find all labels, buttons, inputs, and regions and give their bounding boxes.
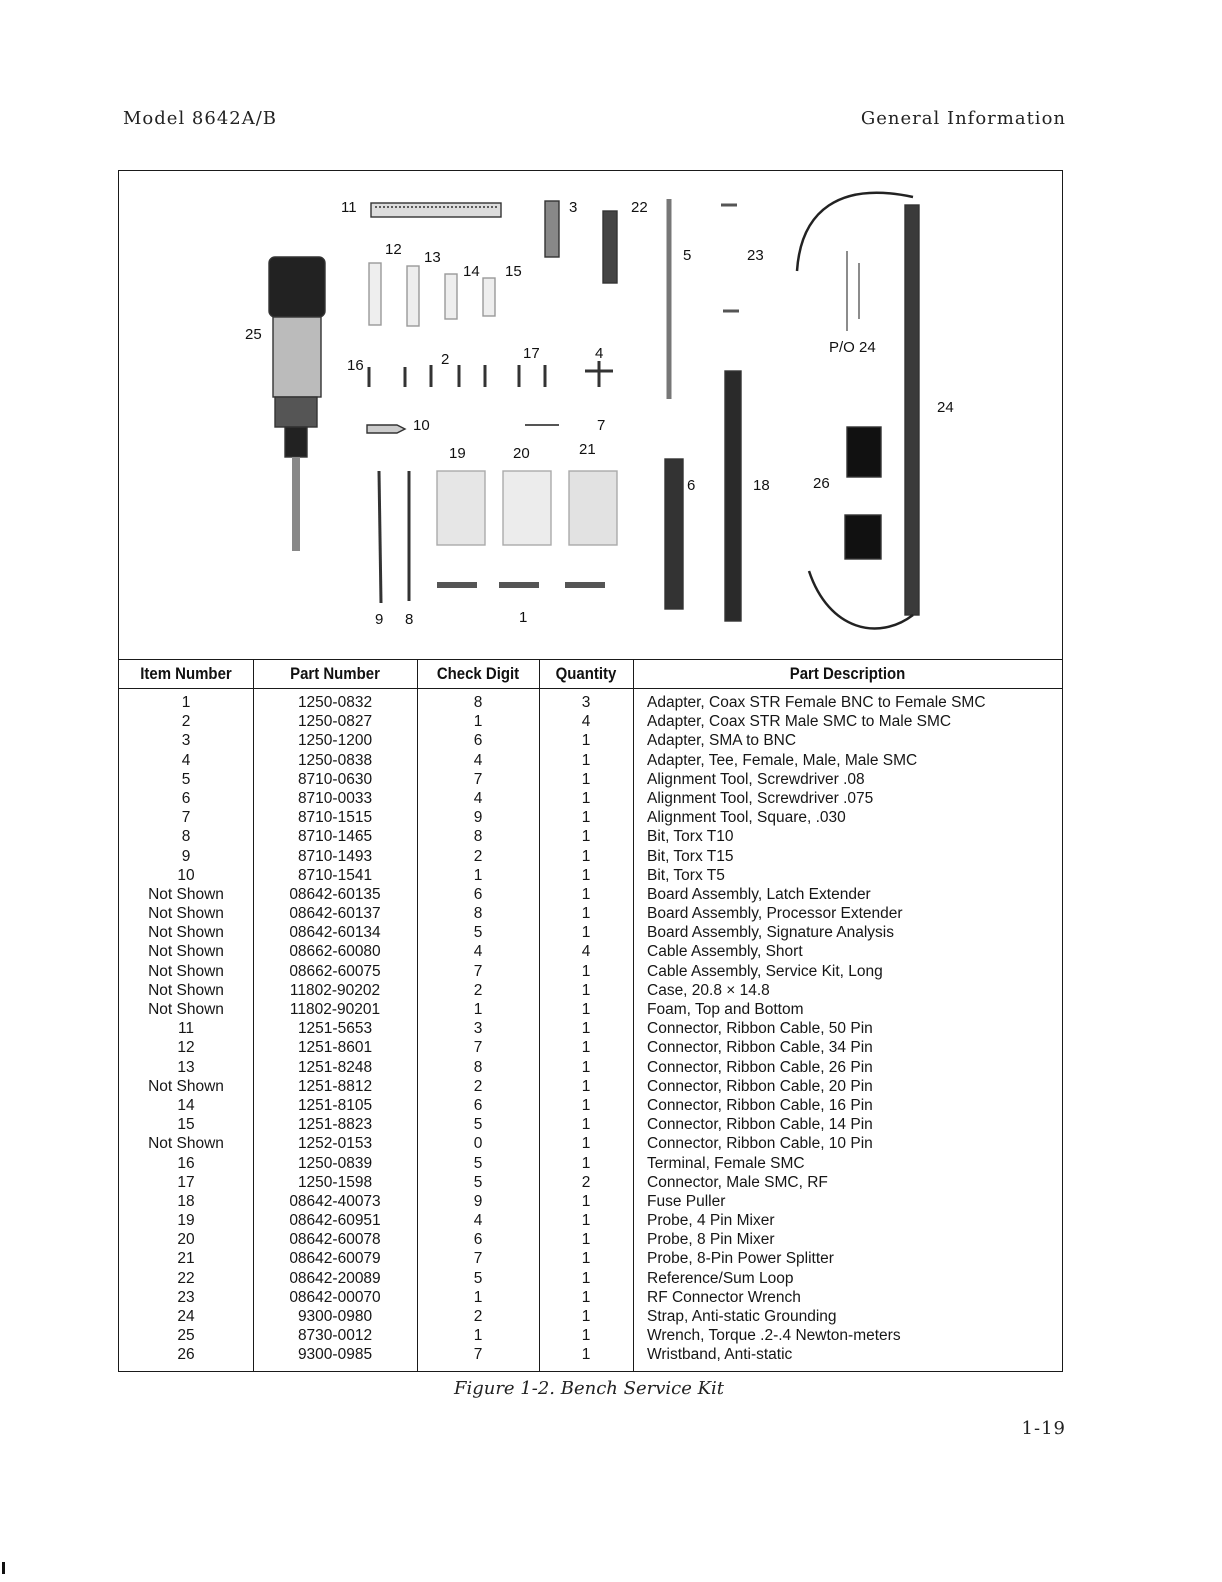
item-number-cell: Not Shown <box>148 943 224 961</box>
quantity-cell: 1 <box>581 1135 591 1153</box>
description-cell: Board Assembly, Signature Analysis <box>647 924 894 942</box>
check-digit-cell: 6 <box>473 732 483 750</box>
check-digit-cell: 8 <box>473 828 483 846</box>
description-cell: Adapter, Coax STR Male SMC to Male SMC <box>647 713 952 731</box>
description-cell: Probe, 4 Pin Mixer <box>647 1212 775 1230</box>
item-number-cell: 12 <box>177 1039 195 1057</box>
item-number-cell: 23 <box>177 1288 195 1306</box>
table-row <box>119 751 1062 770</box>
description-cell: Reference/Sum Loop <box>647 1269 794 1287</box>
callout-10: 10 <box>413 417 430 434</box>
check-digit-cell: 5 <box>473 924 483 942</box>
item-number-cell: Not Shown <box>148 981 224 999</box>
part-number-cell: 8710-0033 <box>297 789 373 807</box>
description-cell: Connector, Ribbon Cable, 16 Pin <box>647 1096 873 1114</box>
table-row <box>119 693 1062 712</box>
table-row <box>119 1134 1062 1153</box>
callout-26: 26 <box>813 475 830 492</box>
table-row <box>119 1038 1062 1057</box>
quantity-cell: 1 <box>581 1154 591 1172</box>
description-cell: Connector, Ribbon Cable, 14 Pin <box>647 1116 873 1134</box>
part-number-cell: 08642-60079 <box>289 1250 381 1268</box>
description-cell: Bit, Torx T5 <box>647 866 725 884</box>
parts-table-body <box>119 693 1062 1365</box>
item-number-cell: 6 <box>181 789 191 807</box>
check-digit-cell: 6 <box>473 1231 483 1249</box>
grounding-strap-cord <box>797 193 913 629</box>
probe-power-splitter <box>569 471 617 545</box>
quantity-cell: 1 <box>581 828 591 846</box>
torx-t5-bit <box>367 425 405 433</box>
quantity-cell: 1 <box>581 1346 591 1364</box>
header-model: Model 8642A/B <box>123 108 278 129</box>
part-number-cell: 1250-0832 <box>297 694 373 711</box>
item-number-cell: 1 <box>181 694 191 711</box>
part-number-cell: 08662-60075 <box>289 962 381 980</box>
description-cell: Probe, 8 Pin Mixer <box>647 1231 775 1249</box>
item-number-cell: 26 <box>177 1346 195 1364</box>
description-cell: Board Assembly, Latch Extender <box>647 885 871 903</box>
item-number-cell: 7 <box>181 809 191 827</box>
description-cell: Bit, Torx T15 <box>647 847 734 865</box>
callout-23: 23 <box>747 247 764 264</box>
callout-3: 3 <box>569 199 578 216</box>
callout-24: 24 <box>937 399 954 416</box>
table-row <box>119 866 1062 885</box>
callout-1: 1 <box>519 609 528 626</box>
check-digit-cell: 7 <box>473 1250 483 1268</box>
fuse-puller <box>725 371 741 621</box>
callout-21: 21 <box>579 441 596 458</box>
part-number-cell: 1250-1200 <box>297 732 373 750</box>
table-row <box>119 942 1062 961</box>
quantity-cell: 1 <box>581 1288 591 1306</box>
table-header <box>119 659 1062 689</box>
quantity-cell: 4 <box>581 713 591 731</box>
part-number-cell: 1250-0827 <box>297 713 373 731</box>
description-cell: Strap, Anti-static Grounding <box>647 1308 837 1325</box>
quantity-cell: 3 <box>581 694 591 711</box>
table-row <box>119 1211 1062 1230</box>
part-number-cell: 8710-1493 <box>297 847 373 865</box>
part-number-cell: 1251-8823 <box>297 1116 373 1134</box>
part-number-cell: 8710-1465 <box>297 828 373 846</box>
table-row <box>119 789 1062 808</box>
quantity-cell: 1 <box>581 1039 591 1057</box>
callout-6: 6 <box>687 477 696 494</box>
part-number-cell: 1250-0839 <box>297 1154 373 1172</box>
callout-8: 8 <box>405 611 414 628</box>
description-cell: RF Connector Wrench <box>647 1288 801 1306</box>
reference-sum-loop <box>603 211 617 283</box>
table-row <box>119 731 1062 750</box>
item-number-cell: 17 <box>177 1173 195 1191</box>
header-part-number: Part Number <box>290 664 380 683</box>
part-number-cell: 1251-5653 <box>297 1020 373 1038</box>
figure-caption: Figure 1-2. Bench Service Kit <box>453 1378 725 1399</box>
description-cell: Foam, Top and Bottom <box>647 1001 804 1018</box>
quantity-cell: 1 <box>581 905 591 923</box>
check-digit-cell: 8 <box>473 1058 483 1076</box>
item-number-cell: 11 <box>177 1020 195 1038</box>
quantity-cell: 1 <box>581 1001 591 1018</box>
table-row <box>119 1000 1062 1019</box>
description-cell: Alignment Tool, Screwdriver .08 <box>647 770 865 788</box>
ribbon-connector-14 <box>483 278 495 316</box>
quantity-cell: 1 <box>581 866 591 884</box>
description-cell: Connector, Ribbon Cable, 50 Pin <box>647 1020 873 1038</box>
quantity-cell: 1 <box>581 770 591 788</box>
check-digit-cell: 8 <box>473 694 483 711</box>
part-number-cell: 11802-90201 <box>289 1001 381 1018</box>
quantity-cell: 1 <box>581 751 591 769</box>
table-row <box>119 1269 1062 1288</box>
description-cell: Fuse Puller <box>647 1192 726 1210</box>
check-digit-cell: 7 <box>473 770 483 788</box>
part-number-cell: 9300-0980 <box>297 1308 373 1325</box>
item-number-cell: 24 <box>177 1308 195 1325</box>
table-row <box>119 827 1062 846</box>
header-part-description: Part Description <box>789 664 906 683</box>
torx-t15-bit <box>379 471 381 603</box>
callout-7: 7 <box>597 417 606 434</box>
table-row <box>119 981 1062 1000</box>
item-number-cell: Not Shown <box>148 962 224 980</box>
check-digit-cell: 7 <box>473 962 483 980</box>
check-digit-cell: 2 <box>473 1077 483 1095</box>
description-cell: Wrench, Torque .2-.4 Newton-meters <box>647 1327 901 1345</box>
item-number-cell: 22 <box>177 1269 195 1287</box>
grounding-strap-coil <box>905 205 919 615</box>
item-number-cell: Not Shown <box>148 1077 224 1095</box>
description-cell: Cable Assembly, Short <box>647 943 803 961</box>
description-cell: Alignment Tool, Square, .030 <box>647 809 846 827</box>
description-cell: Adapter, Coax STR Female BNC to Female SMC <box>647 694 986 711</box>
quantity-cell: 1 <box>581 924 591 942</box>
callout-17: 17 <box>523 345 540 362</box>
header-item-number: Item Number <box>140 664 232 683</box>
check-digit-cell: 5 <box>473 1116 483 1134</box>
callout-5: 5 <box>683 247 692 264</box>
description-cell: Adapter, Tee, Female, Male, Male SMC <box>647 751 918 769</box>
table-row <box>119 1077 1062 1096</box>
item-number-cell: Not Shown <box>148 924 224 942</box>
description-cell: Probe, 8-Pin Power Splitter <box>647 1250 834 1268</box>
description-cell: Connector, Ribbon Cable, 34 Pin <box>647 1039 873 1057</box>
kit-photo <box>119 171 1062 659</box>
description-cell: Board Assembly, Processor Extender <box>647 905 903 923</box>
quantity-cell: 1 <box>581 1212 591 1230</box>
check-digit-cell: 5 <box>473 1269 483 1287</box>
item-number-cell: 13 <box>177 1058 195 1076</box>
figure-frame <box>118 170 1063 1372</box>
check-digit-cell: 9 <box>473 809 483 827</box>
table-row <box>119 1249 1062 1268</box>
quantity-cell: 1 <box>581 732 591 750</box>
table-row <box>119 1326 1062 1345</box>
item-number-cell: 5 <box>181 770 191 788</box>
check-digit-cell: 4 <box>473 1212 483 1230</box>
callout-11: 11 <box>341 199 357 216</box>
part-number-cell: 8710-1515 <box>297 809 373 827</box>
part-number-cell: 1252-0153 <box>297 1135 373 1153</box>
item-number-cell: 14 <box>177 1096 195 1114</box>
table-row <box>119 1192 1062 1211</box>
part-number-cell: 8730-0012 <box>297 1327 373 1345</box>
part-number-cell: 1251-8601 <box>297 1039 373 1057</box>
check-digit-cell: 1 <box>473 866 483 884</box>
part-number-cell: 1251-8248 <box>297 1058 373 1076</box>
table-row <box>119 904 1062 923</box>
callout-19: 19 <box>449 445 466 462</box>
strap-clip <box>847 251 859 331</box>
description-cell: Cable Assembly, Service Kit, Long <box>647 962 883 980</box>
description-cell: Wristband, Anti-static <box>647 1346 793 1364</box>
quantity-cell: 1 <box>581 1192 591 1210</box>
part-number-cell: 8710-0630 <box>297 770 373 788</box>
scan-mark <box>2 1562 5 1574</box>
kit-illustration <box>119 171 1061 659</box>
item-number-cell: Not Shown <box>148 1001 224 1018</box>
check-digit-cell: 8 <box>473 905 483 923</box>
header-quantity: Quantity <box>555 664 617 683</box>
tee-adapter <box>585 361 613 387</box>
quantity-cell: 1 <box>581 809 591 827</box>
header-check-digit: Check Digit <box>436 664 520 683</box>
check-digit-cell: 7 <box>473 1346 483 1364</box>
table-row <box>119 808 1062 827</box>
part-number-cell: 08642-60134 <box>289 924 381 942</box>
table-row <box>119 712 1062 731</box>
table-row <box>119 1345 1062 1364</box>
part-number-cell: 8710-1541 <box>297 866 373 884</box>
callout-2: 2 <box>441 351 450 368</box>
callout-18: 18 <box>753 477 770 494</box>
ribbon-connector-16 <box>445 274 457 319</box>
check-digit-cell: 6 <box>473 885 483 903</box>
sma-bnc-adapter <box>545 201 559 257</box>
check-digit-cell: 1 <box>473 1288 483 1306</box>
description-cell: Bit, Torx T10 <box>647 828 734 846</box>
description-cell: Connector, Ribbon Cable, 20 Pin <box>647 1077 873 1095</box>
item-number-cell: Not Shown <box>148 1135 224 1153</box>
part-number-cell: 08642-00070 <box>289 1288 381 1306</box>
description-cell: Connector, Ribbon Cable, 26 Pin <box>647 1058 873 1076</box>
part-number-cell: 1251-8812 <box>297 1077 373 1095</box>
torque-wrench-handle <box>269 257 325 317</box>
ribbon-connector-26 <box>407 266 419 326</box>
table-row <box>119 1288 1062 1307</box>
check-digit-cell: 7 <box>473 1039 483 1057</box>
callout-16: 16 <box>347 357 364 374</box>
item-number-cell: 9 <box>181 847 191 865</box>
check-digit-cell: 2 <box>473 981 483 999</box>
description-cell: Adapter, SMA to BNC <box>647 732 797 750</box>
callout-25: 25 <box>245 326 262 343</box>
part-number-cell: 08642-60137 <box>289 905 381 923</box>
check-digit-cell: 2 <box>473 847 483 865</box>
check-digit-cell: 2 <box>473 1308 483 1325</box>
quantity-cell: 1 <box>581 789 591 807</box>
check-digit-cell: 5 <box>473 1173 483 1191</box>
wristband-top <box>847 427 881 477</box>
quantity-cell: 1 <box>581 1116 591 1134</box>
check-digit-cell: 4 <box>473 789 483 807</box>
table-row <box>119 885 1062 904</box>
callout-14: 14 <box>463 263 480 280</box>
probe-8pin-mixer <box>503 471 551 545</box>
quantity-cell: 1 <box>581 1269 591 1287</box>
callout-p-o-24: P/O 24 <box>829 339 876 356</box>
table-row <box>119 923 1062 942</box>
table-row <box>119 1096 1062 1115</box>
item-number-cell: 4 <box>181 751 191 769</box>
part-number-cell: 1251-8105 <box>297 1096 373 1114</box>
ribbon-connector-34 <box>369 263 381 325</box>
quantity-cell: 1 <box>581 885 591 903</box>
ribbon-connector-50 <box>371 203 501 217</box>
quantity-cell: 1 <box>581 1250 591 1268</box>
part-number-cell: 1250-1598 <box>297 1173 373 1191</box>
item-number-cell: 10 <box>177 866 195 884</box>
check-digit-cell: 1 <box>473 713 483 731</box>
description-cell: Terminal, Female SMC <box>647 1154 805 1172</box>
description-cell: Connector, Ribbon Cable, 10 Pin <box>647 1135 873 1153</box>
check-digit-cell: 6 <box>473 1096 483 1114</box>
part-number-cell: 08642-60951 <box>289 1212 381 1230</box>
table-row <box>119 1154 1062 1173</box>
table-row <box>119 1019 1062 1038</box>
check-digit-cell: 5 <box>473 1154 483 1172</box>
table-row <box>119 770 1062 789</box>
part-number-cell: 08642-60078 <box>289 1231 381 1249</box>
callout-15: 15 <box>505 263 522 280</box>
part-number-cell: 08662-60080 <box>289 943 381 961</box>
check-digit-cell: 1 <box>473 1327 483 1345</box>
item-number-cell: 21 <box>177 1250 195 1268</box>
probe-4pin-mixer <box>437 471 485 545</box>
quantity-cell: 4 <box>581 943 591 961</box>
callout-22: 22 <box>631 199 648 216</box>
quantity-cell: 2 <box>581 1173 591 1191</box>
table-row <box>119 847 1062 866</box>
part-number-cell: 1250-0838 <box>297 751 373 769</box>
check-digit-cell: 1 <box>473 1001 483 1018</box>
callout-20: 20 <box>513 445 530 462</box>
item-number-cell: 19 <box>177 1212 195 1230</box>
callout-12: 12 <box>385 241 402 258</box>
item-number-cell: 25 <box>177 1327 195 1345</box>
check-digit-cell: 3 <box>473 1020 483 1038</box>
table-row <box>119 1230 1062 1249</box>
alignment-tool-075 <box>665 459 683 609</box>
quantity-cell: 1 <box>581 847 591 865</box>
description-cell: Alignment Tool, Screwdriver .075 <box>647 789 874 807</box>
item-number-cell: 15 <box>177 1116 195 1134</box>
quantity-cell: 1 <box>581 1058 591 1076</box>
table-row <box>119 1058 1062 1077</box>
quantity-cell: 1 <box>581 1096 591 1114</box>
item-number-cell: 2 <box>181 713 191 731</box>
item-number-cell: Not Shown <box>148 905 224 923</box>
wristband-bottom <box>845 515 881 559</box>
rf-connector-wrench <box>721 205 739 311</box>
header-section: General Information <box>860 108 1066 129</box>
quantity-cell: 1 <box>581 1308 591 1325</box>
table-row <box>119 962 1062 981</box>
item-number-cell: 16 <box>177 1154 195 1172</box>
item-number-cell: 8 <box>181 828 191 846</box>
quantity-cell: 1 <box>581 1231 591 1249</box>
callout-4: 4 <box>595 345 604 362</box>
callout-13: 13 <box>424 249 441 266</box>
item-number-cell: 20 <box>177 1231 195 1249</box>
item-number-cell: 3 <box>181 732 191 750</box>
table-row <box>119 1115 1062 1134</box>
part-number-cell: 08642-20089 <box>289 1269 381 1287</box>
quantity-cell: 1 <box>581 1077 591 1095</box>
part-number-cell: 9300-0985 <box>297 1346 373 1364</box>
part-number-cell: 08642-40073 <box>289 1192 381 1210</box>
smc-adapters-row <box>369 365 545 387</box>
check-digit-cell: 0 <box>473 1135 483 1153</box>
check-digit-cell: 4 <box>473 943 483 961</box>
page-number: 1-19 <box>1021 1418 1066 1439</box>
table-row <box>119 1307 1062 1326</box>
check-digit-cell: 4 <box>473 751 483 769</box>
item-number-cell: 18 <box>177 1192 195 1210</box>
quantity-cell: 1 <box>581 1327 591 1345</box>
callout-9: 9 <box>375 611 384 628</box>
part-number-cell: 11802-90202 <box>289 981 381 999</box>
quantity-cell: 1 <box>581 1020 591 1038</box>
table-row <box>119 1173 1062 1192</box>
description-cell: Case, 20.8 × 14.8 <box>647 981 770 999</box>
description-cell: Connector, Male SMC, RF <box>647 1173 828 1191</box>
item-number-cell: Not Shown <box>148 885 224 903</box>
check-digit-cell: 9 <box>473 1192 483 1210</box>
quantity-cell: 1 <box>581 962 591 980</box>
quantity-cell: 1 <box>581 981 591 999</box>
part-number-cell: 08642-60135 <box>289 885 381 903</box>
